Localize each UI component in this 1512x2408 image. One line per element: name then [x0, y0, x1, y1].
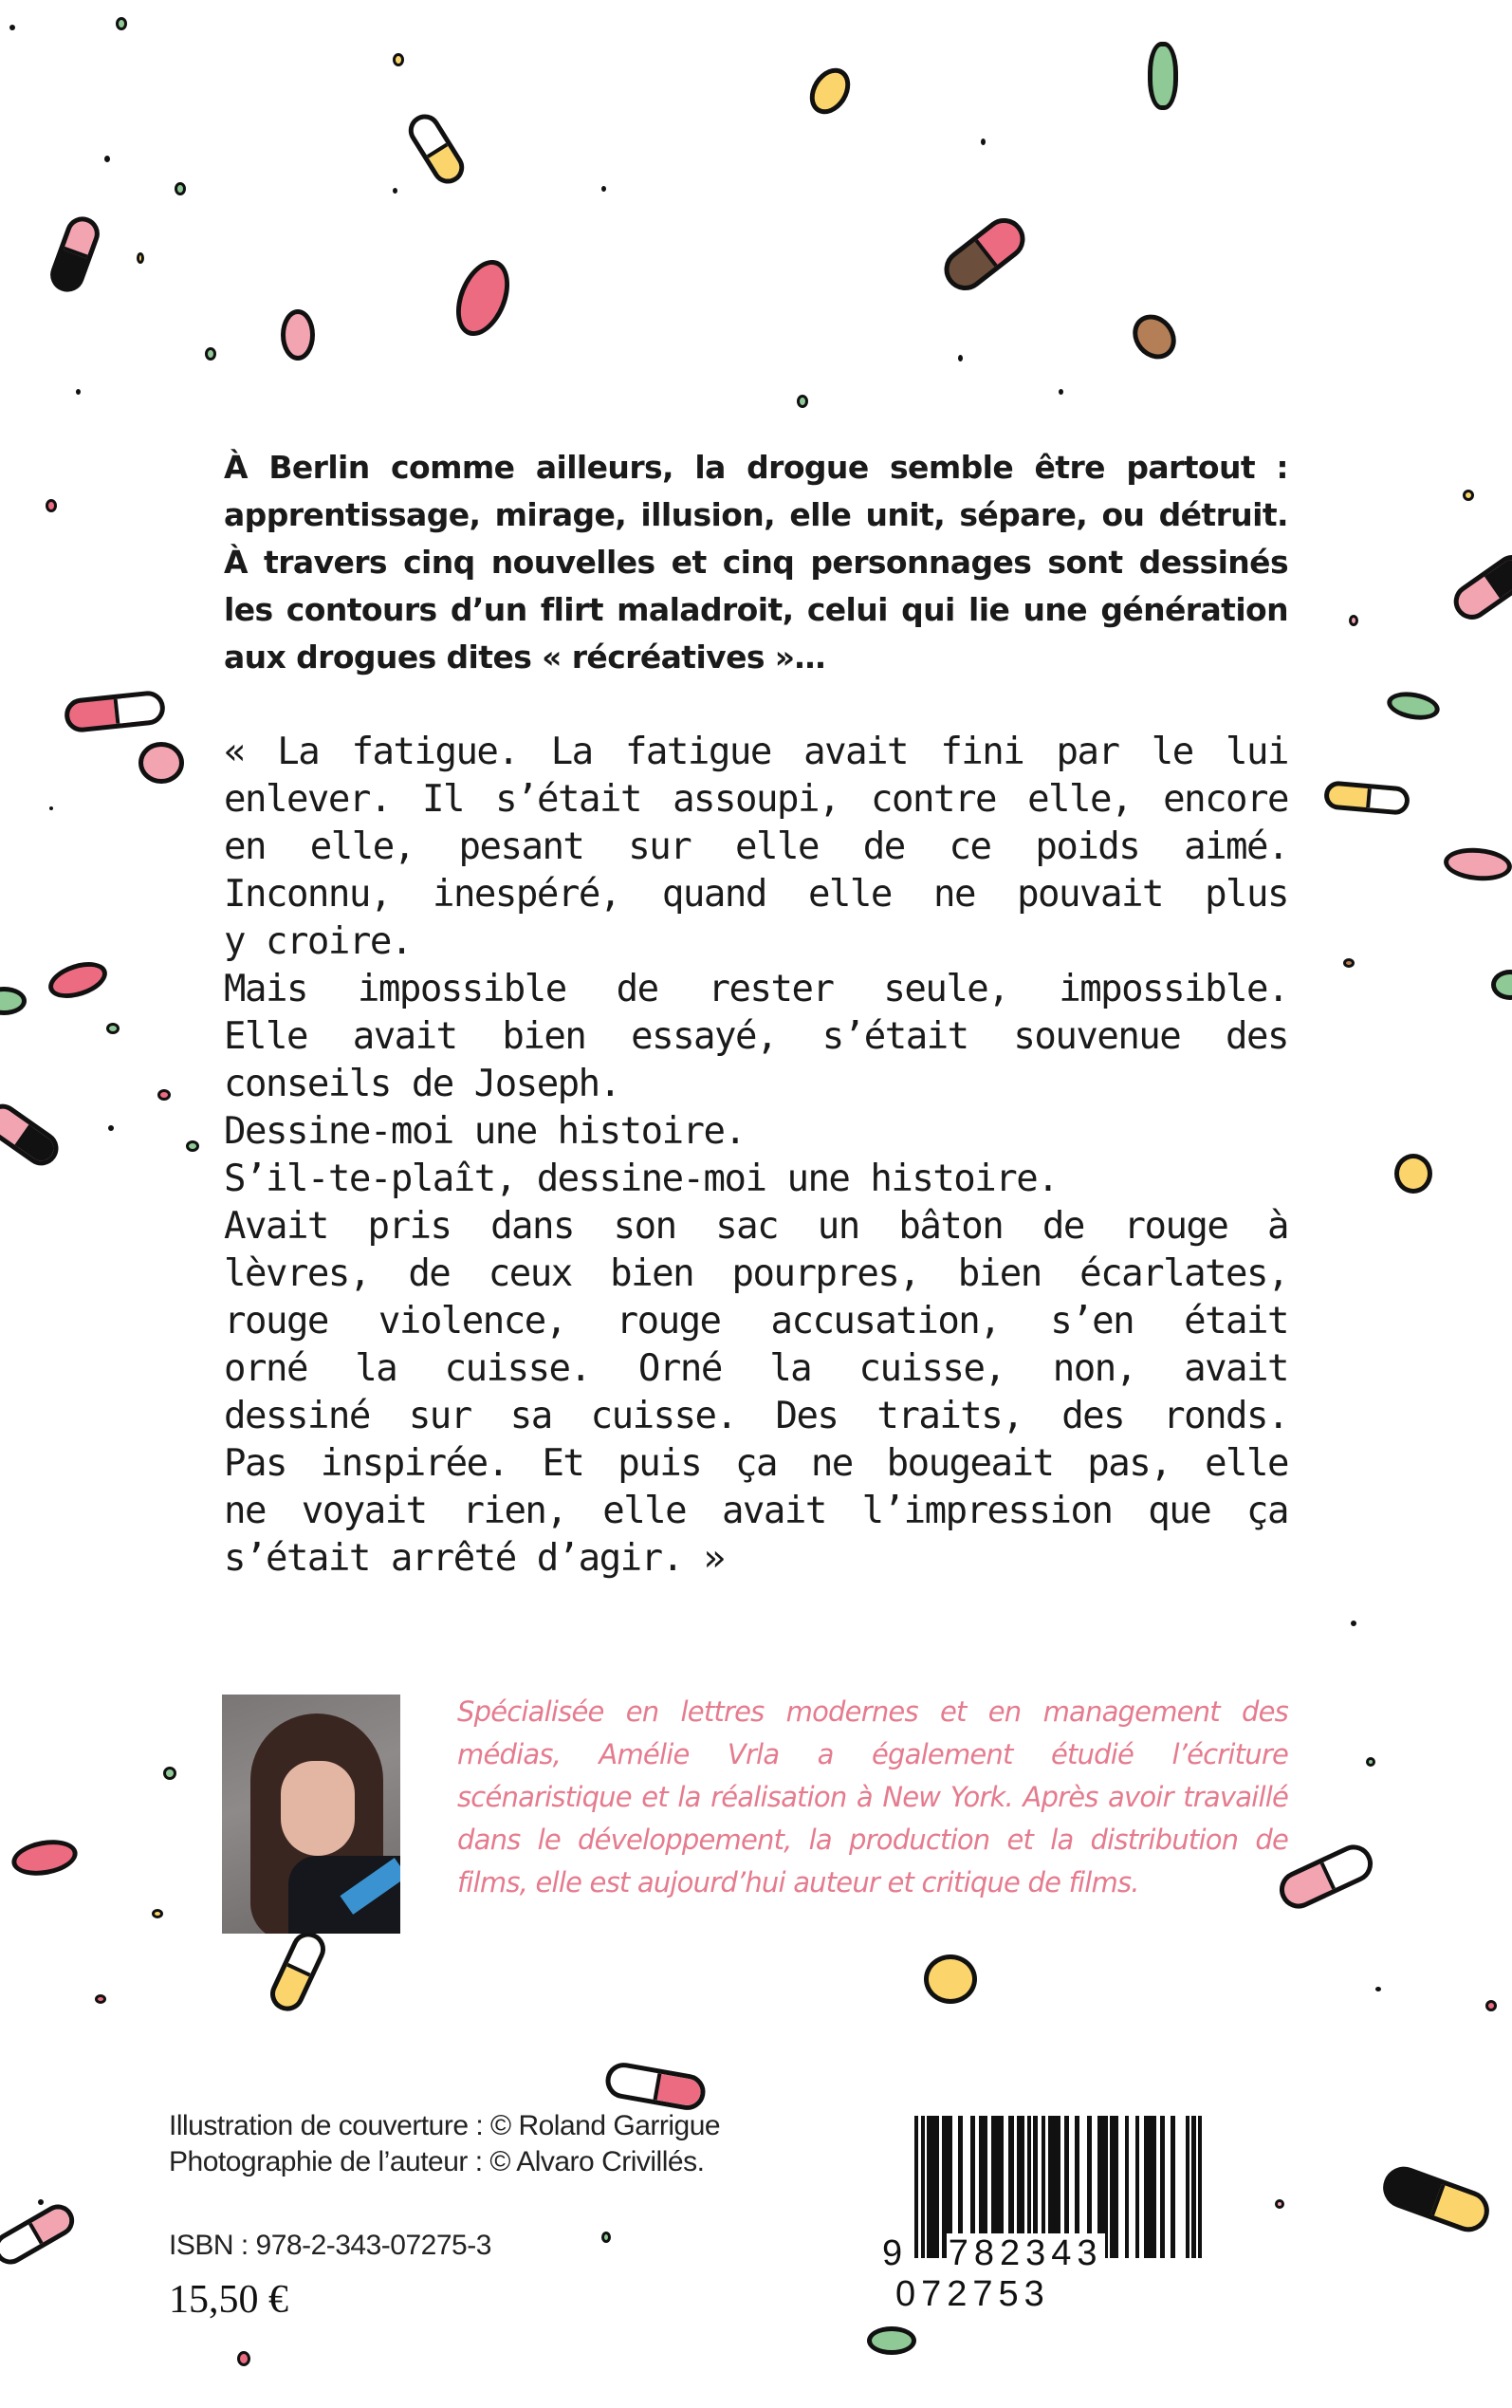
excerpt-line: orné la cuisse. Orné la cuisse, non, avait	[224, 1347, 1288, 1390]
dot-green-icon	[601, 2232, 611, 2243]
dot-green-icon	[175, 182, 186, 195]
dot-red-icon	[237, 2351, 250, 2366]
dot-green-icon	[205, 347, 216, 361]
excerpt-line: lèvres, de ceux bien pourpres, bien écarlates,	[224, 1252, 1288, 1295]
tablet-green-icon	[1148, 42, 1178, 110]
tablet-green-bottom-icon	[867, 2326, 916, 2355]
capsule-yellow-white-bottom-icon	[265, 1927, 331, 2017]
speck-icon	[1375, 1987, 1381, 1991]
dot-pink-icon	[1275, 2199, 1284, 2209]
excerpt-line: Inconnu, inespéré, quand elle ne pouvait plus	[224, 873, 1288, 916]
capsule-pink-black-icon	[46, 212, 104, 296]
price-text: 15,50 €	[169, 2278, 288, 2322]
capsule-white-pink-icon	[1273, 1839, 1378, 1915]
speck-icon	[1351, 1621, 1356, 1626]
dot-yellow-icon	[393, 53, 404, 66]
dot-tan-icon	[1343, 958, 1355, 968]
illustration-credit: Illustration de couverture : © Roland Garrigue	[169, 2110, 721, 2141]
excerpt-line: Dessine-moi une histoire.	[224, 1110, 746, 1153]
tablet-tan-icon	[1124, 306, 1185, 367]
tablet-green-right2-icon	[1491, 970, 1512, 1000]
speck-icon	[76, 389, 81, 395]
dot-green-icon	[163, 1767, 176, 1780]
speck-icon	[108, 1125, 114, 1131]
barcode-digits-right: 072753	[895, 2274, 1050, 2314]
excerpt-line: S’il-te-plaît, dessine-moi une histoire.	[224, 1158, 1059, 1200]
tablet-red-bottom-left-icon	[9, 1835, 80, 1880]
tablet-red-oval-icon	[446, 252, 520, 344]
excerpt-line: enlever. Il s’était assoupi, contre elle, encore	[224, 778, 1288, 821]
photo-face	[281, 1761, 355, 1856]
excerpt-line: conseils de Joseph.	[224, 1063, 620, 1105]
dot-green-icon	[106, 1023, 120, 1034]
excerpt-line: ne voyait rien, elle avait l’impression que ça	[224, 1490, 1288, 1532]
barcode-digit-lead: 9	[882, 2233, 909, 2273]
excerpt-line: y croire.	[224, 920, 412, 963]
capsule-brown-red-icon	[936, 210, 1034, 299]
speck-icon	[38, 2199, 44, 2205]
speck-icon	[601, 186, 606, 192]
tablet-pink-icon	[138, 742, 184, 784]
speck-icon	[958, 355, 963, 361]
capsule-yellow-white-right-icon	[1323, 780, 1411, 816]
excerpt-line: rouge violence, rouge accusation, s’en était	[224, 1300, 1288, 1343]
dot-green-icon	[797, 395, 808, 408]
dot-red-icon	[95, 1994, 106, 2004]
tablet-red-icon	[44, 955, 111, 1005]
barcode-digits	[880, 2233, 1265, 2315]
dot-yellow-icon	[152, 1909, 163, 1918]
synopsis-text: À Berlin comme ailleurs, la drogue semble être partout : apprentissage, mirage, illusion, elle unit, sépare, ou détruit. À travers cinq nouvelles et cinq personnages sont dessinés les contours d’un flirt maladroit, celui qui lie une génération aux drogues dites « récréatives »…	[224, 449, 1288, 676]
dot-green-icon	[186, 1140, 199, 1152]
capsule-white-pink-left-icon	[0, 2198, 80, 2269]
speck-icon	[1059, 389, 1063, 395]
capsule-black-yellow-icon	[1377, 2160, 1495, 2237]
speck-icon	[393, 188, 397, 194]
speck-icon	[49, 806, 53, 810]
barcode-digits-left: 782343	[948, 2233, 1103, 2273]
isbn-text: ISBN : 978-2-343-07275-3	[169, 2230, 491, 2261]
dot-red-icon	[46, 499, 57, 512]
tablet-pink-scored-icon	[1443, 845, 1512, 883]
excerpt-line: Elle avait bien essayé, s’était souvenue des	[224, 1015, 1288, 1058]
dot-red-icon	[1485, 2000, 1497, 2011]
speck-icon	[9, 25, 15, 30]
speck-icon	[981, 139, 986, 145]
dot-pink-icon	[1349, 615, 1358, 626]
photo-credit: Photographie de l’auteur : © Alvaro Crivillés.	[169, 2146, 705, 2177]
tablet-green-right-icon	[1385, 688, 1442, 723]
speck-icon	[104, 156, 110, 162]
dot-yellow-icon	[137, 252, 144, 264]
tablet-green-edge-icon	[0, 987, 27, 1015]
excerpt-line: Pas inspirée. Et puis ça ne bougeait pas, elle	[224, 1442, 1288, 1485]
excerpt-line: dessiné sur sa cuisse. Des traits, des ronds.	[224, 1395, 1288, 1437]
excerpt-line: Avait pris dans son sac un bâton de rouge à	[224, 1205, 1288, 1248]
excerpt-line: en elle, pesant sur elle de ce poids aimé.	[224, 825, 1288, 868]
capsule-pink-black-right-icon	[1447, 548, 1512, 627]
credits	[169, 2108, 720, 2180]
capsule-white-red-icon	[603, 2060, 709, 2113]
dot-red-icon	[157, 1089, 171, 1101]
author-bio: Spécialisée en lettres modernes et en management des médias, Amélie Vrla a également étudié l’écriture scénaristique et la réalisation à New York. Après avoir travaillé dans le développement, la production et la distribution de films, elle est aujourd’hui auteur et critique de films.	[457, 1695, 1288, 1899]
excerpt-line: s’était arrêté d’agir. »	[224, 1537, 725, 1580]
dot-green-icon	[1366, 1757, 1375, 1767]
capsule-red-white-icon	[63, 690, 166, 734]
author-photo	[222, 1695, 400, 1934]
excerpt-block	[224, 729, 1288, 1583]
dot-yellow-icon	[1463, 490, 1474, 501]
tablet-pink-round-icon	[281, 309, 315, 361]
tablet-yellow-round-icon	[924, 1954, 977, 2004]
barcode	[880, 2112, 1265, 2314]
dot-green-icon	[116, 17, 127, 30]
excerpt-line: « La fatigue. La fatigue avait fini par le lui	[224, 731, 1288, 773]
capsule-pink-black-left-icon	[0, 1098, 65, 1173]
excerpt-line: Mais impossible de rester seule, impossible.	[224, 968, 1288, 1010]
tablet-yellow-scored-icon	[1394, 1154, 1432, 1194]
tablet-yellow-icon	[802, 61, 858, 121]
capsule-yellow-white-icon	[402, 108, 470, 190]
